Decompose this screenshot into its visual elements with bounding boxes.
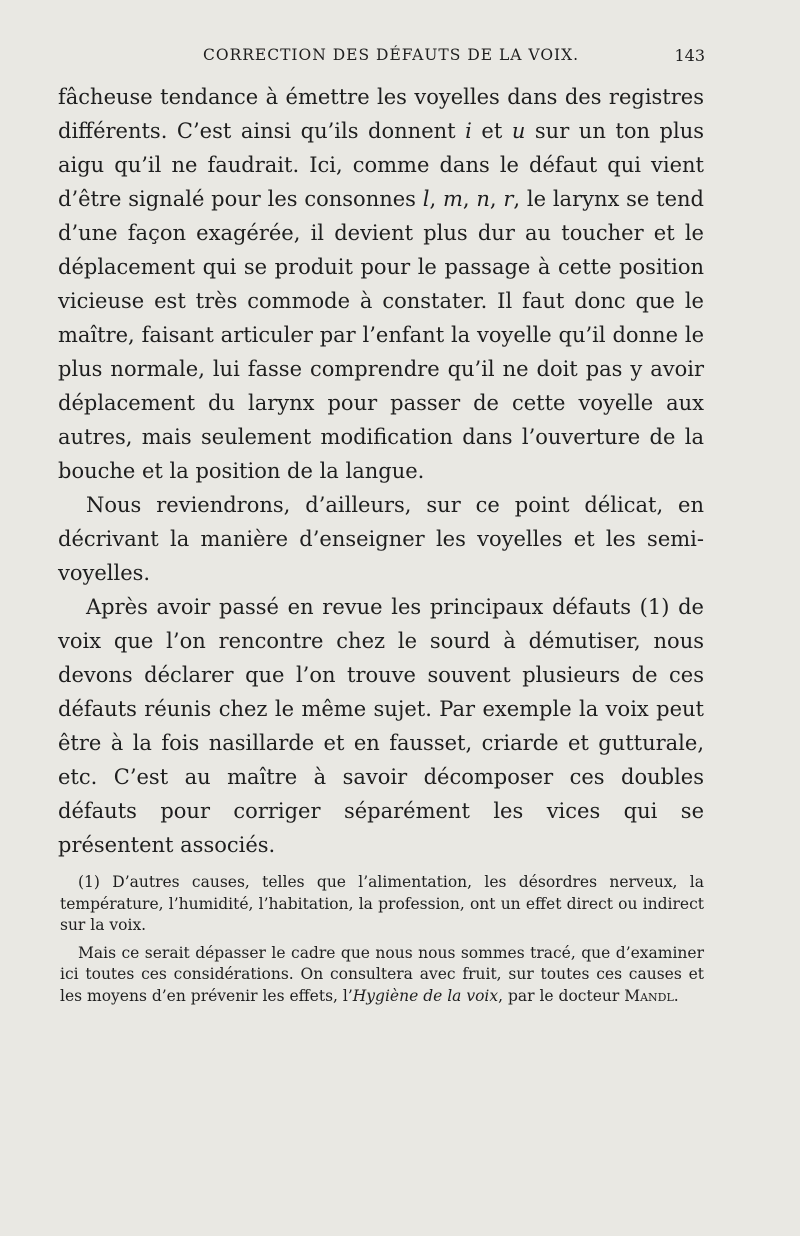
footnotes — [60, 872, 704, 1013]
fn2-book-title: Hygiène de la voix — [352, 986, 499, 1005]
p1-italic-m: m — [442, 187, 463, 211]
p1-text-d: , le larynx se tend d’une façon exagérée, il devient plus dur au toucher et le déplacement qui se produit pour le passage à cette position vicieuse est très commode à constater. Il faut donc que le maître, faisant articuler par l’enfant la voyelle qu’il donne le plus normale, lui fasse comprendre qu’il ne doit pas y avoir déplacement du larynx pour passer de cette voyelle aux autres, mais seulement modification dans l’ouverture de la bouche et la position de la langue. — [58, 187, 704, 483]
p1-italic-r: r — [503, 187, 514, 211]
paragraph-2: Nous reviendrons, d’ailleurs, sur ce point délicat, en décrivant la manière d’enseigner les voyelles et les semi-voyelles. — [58, 493, 704, 585]
p1-sep-2: , — [462, 187, 477, 211]
fn2-author: Mandl — [624, 986, 674, 1005]
page-header — [60, 46, 705, 72]
p1-text-b: et — [471, 119, 512, 143]
fn2-text-a: Mais ce serait dépasser le cadre que nous nous sommes tracé, que d’examiner ici toutes ces considérations. On consultera avec fruit, sur toutes ces causes et les moyens d’en prévenir les effets, l’ — [60, 943, 704, 1005]
p1-italic-u: u — [511, 119, 526, 143]
footnote-1: (1) D’autres causes, telles que l’alimentation, les désordres nerveux, la température, l’humidité, l’habitation, la profession, ont un effet direct ou indirect sur la voix. — [60, 873, 704, 934]
p1-text-c: sur un ton plus aigu qu’il ne faudrait. Ici, comme dans le défaut qui vient d’être signalé pour les consonnes — [58, 119, 704, 211]
footnote-2 — [60, 943, 704, 1008]
p1-text-a: fâcheuse tendance à émettre les voyelles dans des registres différents. C’est ainsi qu’ils donnent — [58, 85, 704, 143]
p1-italic-n: n — [476, 187, 490, 211]
paragraph-3: Après avoir passé en revue les principaux défauts (1) de voix que l’on rencontre chez le sourd à démutiser, nous devons déclarer que l’on trouve souvent plusieurs de ces défauts réunis chez le même sujet. Par exemple la voix peut être à la fois nasillarde et en fausset, criarde et gutturale, etc. C’est au maître à savoir décomposer ces doubles défauts pour corriger séparément les vices qui se présentent associés. — [58, 595, 704, 857]
body-text — [58, 80, 704, 862]
fn2-text-b: , par le docteur — [498, 986, 625, 1005]
running-title: CORRECTION DES DÉFAUTS DE LA VOIX. — [203, 46, 580, 64]
fn2-text-c: . — [673, 986, 679, 1005]
paragraph-1 — [58, 80, 704, 488]
p1-sep-3: , — [489, 187, 504, 211]
p1-sep-1: , — [429, 187, 443, 211]
p1-italic-l: l — [422, 187, 430, 211]
p1-italic-i: i — [465, 119, 472, 143]
page-number: 143 — [674, 46, 705, 65]
